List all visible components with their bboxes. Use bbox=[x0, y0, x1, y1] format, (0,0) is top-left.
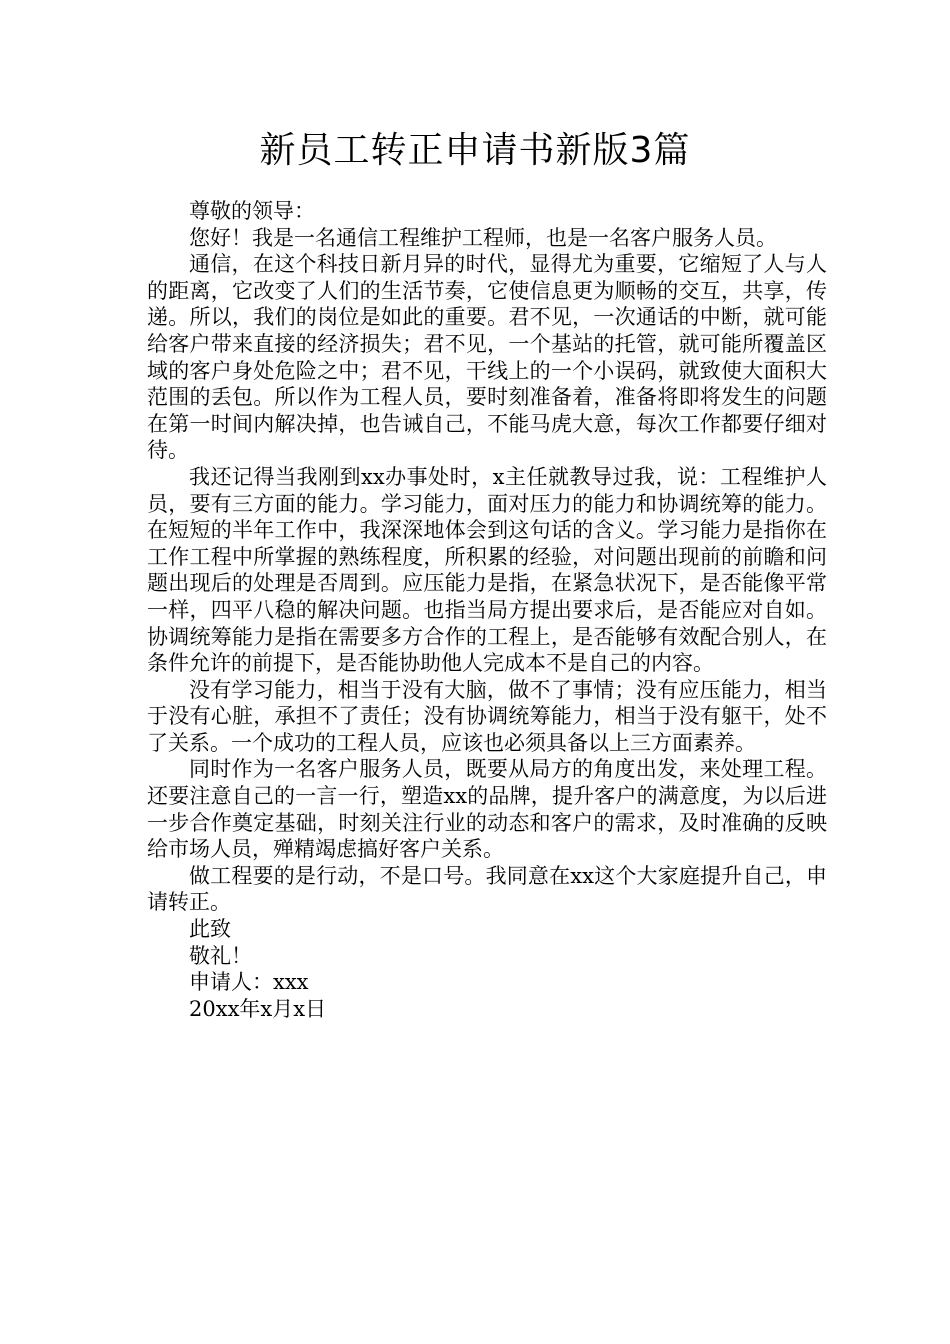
closing-line-2: 敬礼！ bbox=[189, 943, 252, 968]
paragraph-three-abilities: 我还记得当我刚到xx办事处时，x主任就教导过我，说：工程维护人员，要有三方面的能力。学习能力，面对压力的能力和协调统筹的能力。在短短的半年工作中，我深深地体会到这句话的含义。学习能力是指你在工作工程中所掌握的熟练程度，所积累的经验，对问题出现前的前瞻和问题出现后的处理是否周到。应压能力是指，在紧急状况下，是否能像平常一样，四平八稳的解决问题。也指当局方提出要求后，是否能应对自如。协调统筹能力是指在需要多方合作的工程上，是否能够有效配合别人，在条件允许的前提下，是否能协助他人完成本不是自己的内容。 bbox=[147, 464, 827, 676]
letter-date: 20xx年x月x日 bbox=[189, 996, 327, 1021]
paragraph-request: 做工程要的是行动，不是口号。我同意在xx这个大家庭提升自己，申请转正。 bbox=[147, 863, 827, 915]
salutation: 尊敬的领导： bbox=[189, 199, 315, 223]
paragraph-without-abilities: 没有学习能力，相当于没有大脑，做不了事情；没有应压能力，相当于没有心脏，承担不了责任；没有协调统筹能力，相当于没有躯干，处不了关系。一个成功的工程人员，应该也必须具备以上三方面素养。 bbox=[147, 677, 827, 755]
letter-body bbox=[147, 198, 827, 1022]
paragraph-communication: 通信，在这个科技日新月异的时代，显得尤为重要，它缩短了人与人的距离，它改变了人们的生活节奏，它使信息更为顺畅的交互，共享，传递。所以，我们的岗位是如此的重要。君不见，一次通话的中断，就可能给客户带来直接的经济损失；君不见，一个基站的托管，就可能所覆盖区域的客户身处危险之中；君不见，干线上的一个小误码，就致使大面积大范围的丢包。所以作为工程人员，要时刻准备着，准备将即将发生的问题在第一时间内解决掉，也告诫自己，不能马虎大意，每次工作都要仔细对待。 bbox=[147, 252, 827, 463]
document-title: 新员工转正申请书新版3篇 bbox=[259, 130, 691, 171]
closing-line-1: 此致 bbox=[189, 917, 231, 942]
applicant-signature: 申请人：xxx bbox=[189, 970, 309, 995]
paragraph-customer-service: 同时作为一名客户服务人员，既要从局方的角度出发，来处理工程。还要注意自己的一言一行，塑造xx的品牌，提升客户的满意度，为以后进一步合作奠定基础，时刻关注行业的动态和客户的需求，及时准确的反映给市场人员，殚精竭虑搞好客户关系。 bbox=[147, 757, 827, 862]
paragraph-greeting: 您好！我是一名通信工程维护工程师，也是一名客户服务人员。 bbox=[189, 225, 777, 250]
